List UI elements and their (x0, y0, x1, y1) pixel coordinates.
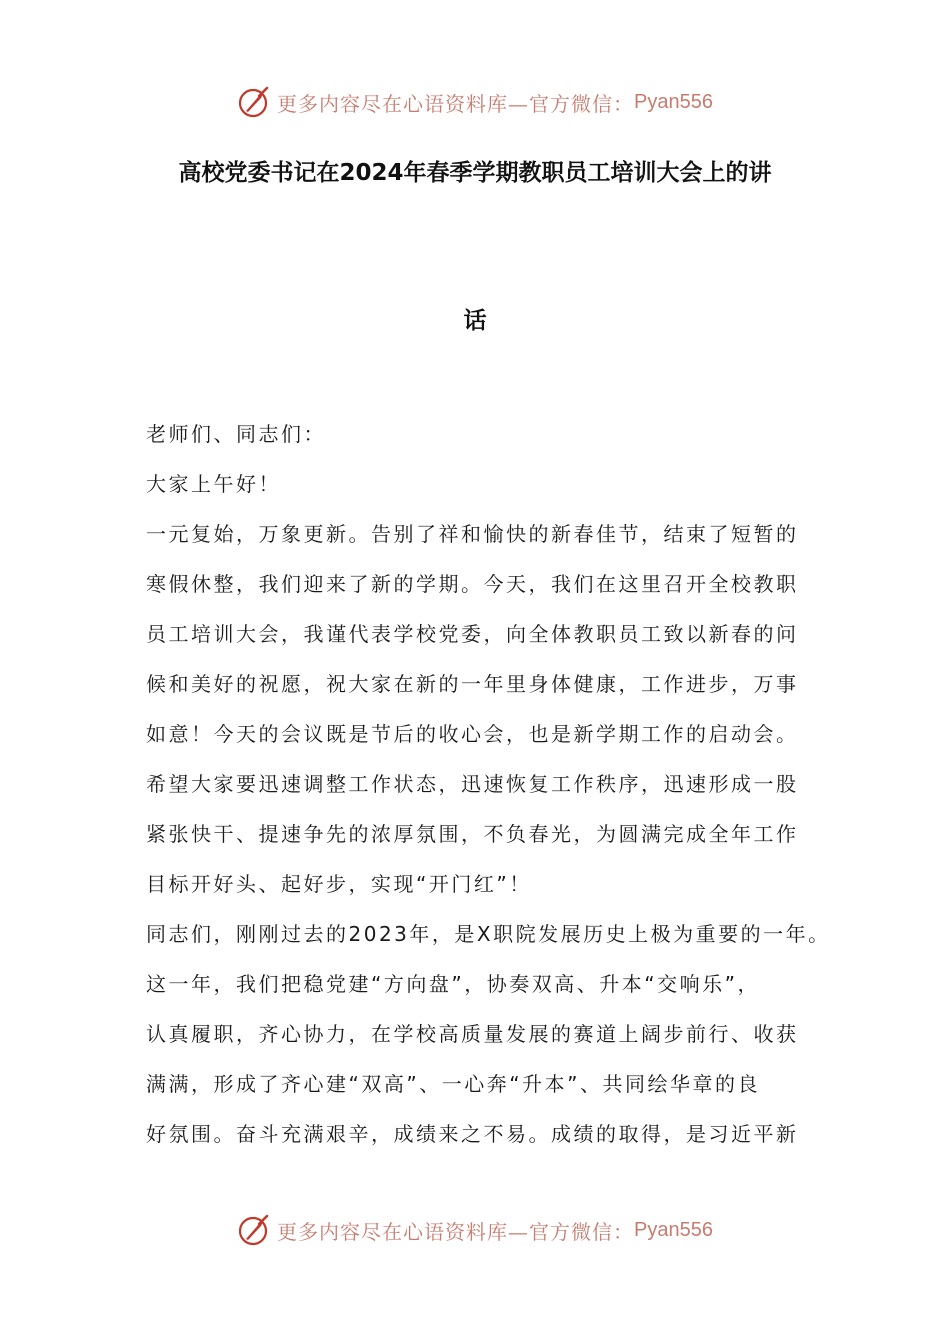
footer-banner-text: 更多内容尽在心语资料库—官方微信： (277, 1219, 635, 1244)
body-line: 同志们，刚刚过去的2023年，是X职院发展历史上极为重要的一年。 (146, 922, 831, 946)
body-line: 目标开好头、起好步，实现“开门红”！ (146, 872, 532, 896)
header-banner (0, 80, 950, 124)
document-title-line-1: 高校党委书记在2024年春季学期教职员工培训大会上的讲 (178, 160, 772, 186)
body-text (146, 420, 831, 1170)
body-line: 满满，形成了齐心建“双高”、一心奔“升本”、共同绘华章的良 (146, 1072, 760, 1096)
body-line: 认真履职，齐心协力，在学校高质量发展的赛道上阔步前行、收获 (146, 1022, 799, 1046)
body-line: 这一年，我们把稳党建“方向盘”，协奏双高、升本“交响乐”， (146, 972, 760, 996)
body-line: 紧张快干、提速争先的浓厚氛围，不负春光，为圆满完成全年工作 (146, 822, 799, 846)
header-banner-text: 更多内容尽在心语资料库—官方微信： (277, 91, 635, 116)
footer-banner-wechat-id: Pyan556 (634, 1218, 713, 1241)
body-line: 大家上午好！ (146, 472, 281, 496)
body-line: 员工培训大会，我谨代表学校党委，向全体教职员工致以新春的问 (146, 622, 799, 646)
body-line: 如意！今天的会议既是节后的收心会，也是新学期工作的启动会。 (146, 722, 799, 746)
pen-nib-circle-logo-icon (237, 1212, 273, 1248)
body-line: 寒假休整，我们迎来了新的学期。今天，我们在这里召开全校教职 (146, 572, 799, 596)
body-line: 好氛围。奋斗充满艰辛，成绩来之不易。成绩的取得，是习近平新 (146, 1122, 799, 1146)
body-line: 一元复始，万象更新。告别了祥和愉快的新春佳节，结束了短暂的 (146, 522, 799, 546)
body-line: 老师们、同志们： (146, 422, 326, 446)
header-banner-wechat-id: Pyan556 (634, 90, 713, 113)
body-line: 希望大家要迅速调整工作状态，迅速恢复工作秩序，迅速形成一股 (146, 772, 799, 796)
body-line: 候和美好的祝愿，祝大家在新的一年里身体健康，工作进步，万事 (146, 672, 799, 696)
pen-nib-circle-logo-icon (237, 84, 273, 120)
document-title-line-2: 话 (463, 308, 487, 334)
footer-banner (0, 1208, 950, 1252)
